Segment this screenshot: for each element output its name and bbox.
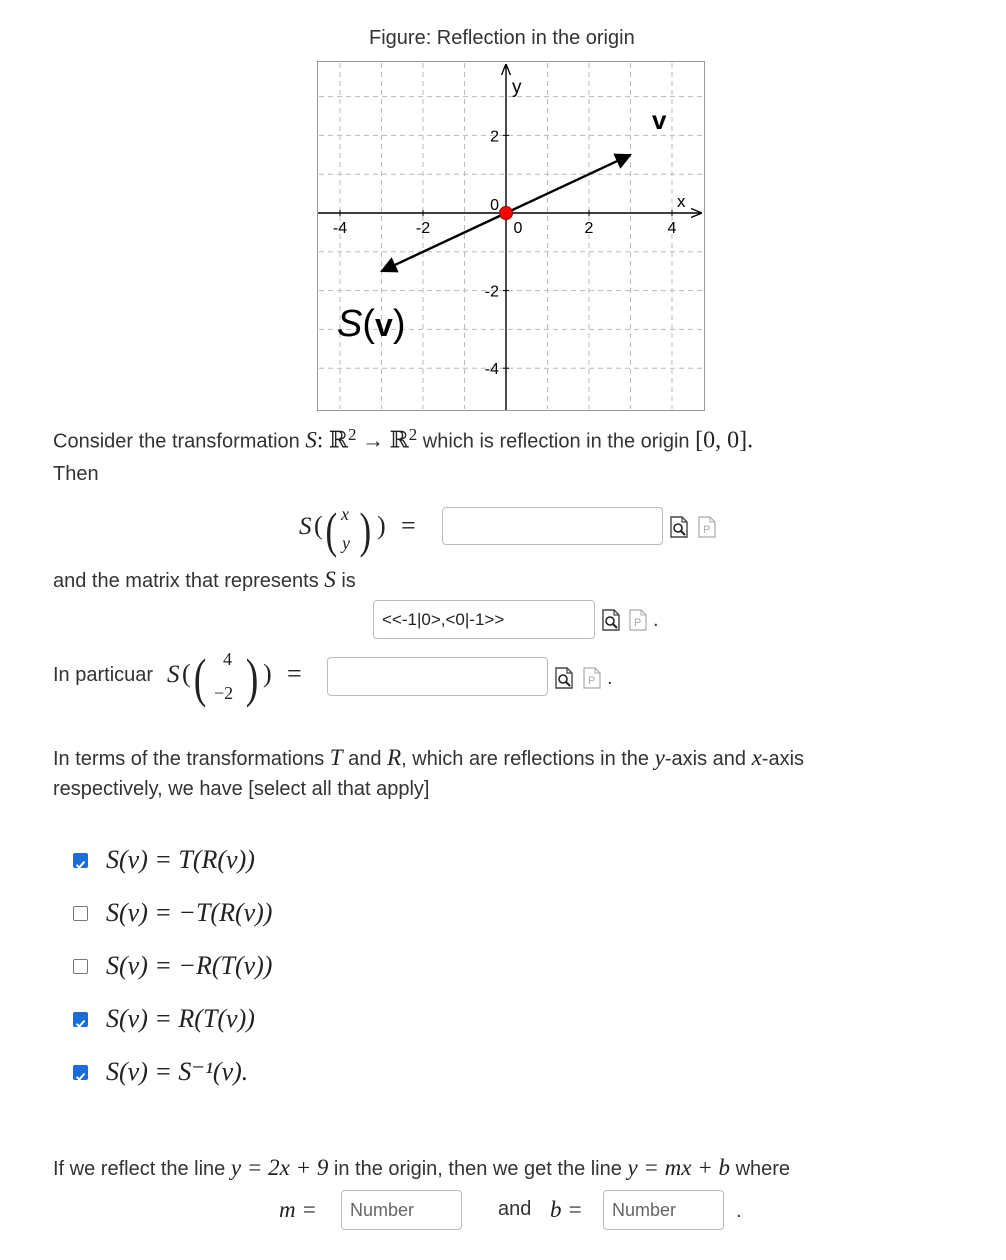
q1-answer-input[interactable] — [442, 507, 663, 545]
terms-and: and — [348, 748, 382, 770]
intro-prefix: Consider the transformation — [53, 430, 300, 453]
terms-line-1 — [53, 745, 804, 771]
check-icon — [74, 1070, 87, 1083]
q2-paren-open: ( — [182, 659, 191, 688]
check-icon — [74, 858, 87, 871]
svg-text:P: P — [703, 524, 711, 536]
reals-symbol-1: ℝ — [328, 427, 348, 453]
q1-paren-open: ( — [314, 511, 323, 540]
matrix-prefix: and the matrix that represents — [53, 570, 319, 592]
q1-S: S — [299, 513, 312, 540]
q1-vec-close: ) — [359, 502, 372, 558]
y-tick-label: -2 — [484, 283, 499, 301]
q2-answer-input[interactable] — [327, 657, 548, 696]
x-tick-label: 2 — [584, 220, 594, 237]
b-label: b = — [550, 1197, 583, 1222]
y-axis-label: y — [512, 77, 522, 98]
and-text: and — [498, 1198, 532, 1220]
y-tick-label: 0 — [490, 197, 499, 214]
svg-text:P: P — [588, 675, 596, 687]
matrix-answer-input[interactable] — [373, 600, 595, 639]
exp-1: 2 — [347, 425, 357, 444]
colon: : — [316, 427, 324, 453]
option-row[interactable] — [70, 898, 370, 928]
q1-eq: = — [401, 511, 416, 540]
x-tick-label: 0 — [513, 220, 523, 237]
matrix-text — [53, 567, 356, 593]
arrow: → — [362, 427, 384, 453]
vector-S-v-label: S(v) — [337, 303, 406, 345]
q1-paren-close: ) — [377, 511, 386, 540]
check-icon — [74, 1017, 87, 1030]
final-period: . — [736, 1200, 742, 1222]
checkbox-unchecked[interactable] — [73, 906, 88, 921]
checkbox-checked[interactable] — [73, 853, 88, 868]
origin-point[interactable] — [500, 207, 513, 220]
v-letter: v — [375, 307, 393, 343]
line-question-text — [53, 1155, 790, 1181]
matrix-S: S — [324, 567, 336, 592]
option-row[interactable] — [70, 1057, 370, 1087]
option-row[interactable] — [70, 951, 370, 981]
graph-frame — [318, 62, 705, 411]
q2-period: . — [607, 667, 613, 689]
terms-x: x — [751, 745, 762, 770]
then-text: Then — [53, 463, 99, 485]
m-input[interactable] — [341, 1190, 462, 1230]
syntax-help-icon[interactable] — [582, 667, 602, 689]
option-label: S(v) = S⁻¹(v). — [106, 1057, 249, 1086]
line-eq-1: y = 2x + 9 — [230, 1155, 329, 1180]
syntax-help-icon[interactable] — [628, 609, 648, 631]
q2-S: S — [167, 661, 180, 688]
y-tick-label: -4 — [484, 361, 499, 379]
q2-bottom: −2 — [214, 683, 234, 703]
terms-T: T — [329, 745, 343, 770]
q1-bottom: y — [342, 533, 350, 553]
option-label: S(v) = −T(R(v)) — [106, 898, 273, 927]
terms-line-2: respectively, we have [select all that apply] — [53, 778, 430, 800]
reals-symbol-2: ℝ — [389, 427, 409, 453]
line-eq-2: y = mx + b — [627, 1155, 731, 1180]
option-label: S(v) = T(R(v)) — [106, 845, 255, 874]
terms-text-b: , which are reflections in the — [401, 748, 650, 770]
exp-2: 2 — [408, 425, 418, 444]
q1-top: x — [341, 504, 349, 524]
line-prefix: If we reflect the line — [53, 1158, 226, 1180]
q2-expression — [167, 645, 327, 707]
checkbox-checked[interactable] — [73, 1012, 88, 1027]
q2-top: 4 — [223, 649, 232, 669]
option-row[interactable] — [70, 845, 370, 875]
matrix-period: . — [653, 609, 659, 631]
preview-icon[interactable] — [669, 516, 689, 538]
svg-text:P: P — [634, 617, 642, 629]
y-tick-label: 2 — [490, 128, 499, 146]
intro-suffix: which is reflection in the origin — [422, 430, 690, 453]
option-label: S(v) = R(T(v)) — [106, 1004, 255, 1033]
figure-title: Figure: Reflection in the origin — [369, 27, 635, 49]
terms-axis-and: -axis and — [664, 748, 746, 770]
q2-paren-close: ) — [263, 659, 272, 688]
matrix-suffix: is — [341, 570, 356, 592]
line-suffix: where — [735, 1158, 791, 1180]
q2-eq: = — [287, 659, 302, 688]
x-tick-label: 4 — [667, 220, 677, 237]
terms-R: R — [387, 745, 402, 770]
q2-prefix: In particuar — [53, 664, 154, 686]
preview-icon[interactable] — [554, 667, 574, 689]
option-row[interactable] — [70, 1004, 370, 1034]
vector-v-label: v — [652, 105, 667, 135]
q1-expression — [299, 503, 439, 559]
intro-text — [53, 425, 753, 455]
x-tick-label: -2 — [415, 220, 431, 237]
q2-vec-close: ) — [245, 648, 259, 708]
preview-icon[interactable] — [601, 609, 621, 631]
m-label: m = — [279, 1197, 317, 1222]
x-axis-label: x — [677, 192, 686, 211]
reflection-graph — [317, 61, 705, 411]
b-input[interactable] — [603, 1190, 724, 1230]
q2-vec-open: ( — [193, 648, 207, 708]
terms-y: y — [654, 745, 665, 770]
terms-text-a: In terms of the transformations — [53, 748, 325, 770]
terms-axis: -axis — [761, 748, 805, 770]
checkbox-unchecked[interactable] — [73, 959, 88, 974]
origin-point-text: [0, 0]. — [695, 427, 754, 454]
option-label: S(v) = −R(T(v)) — [106, 951, 273, 980]
checkbox-checked[interactable] — [73, 1065, 88, 1080]
S-letter: S — [337, 303, 363, 345]
S-symbol: S — [305, 427, 317, 453]
x-tick-label: -4 — [332, 220, 348, 237]
q1-vec-open: ( — [325, 502, 338, 558]
syntax-help-icon[interactable] — [697, 516, 717, 538]
line-mid: in the origin, then we get the line — [333, 1158, 622, 1180]
